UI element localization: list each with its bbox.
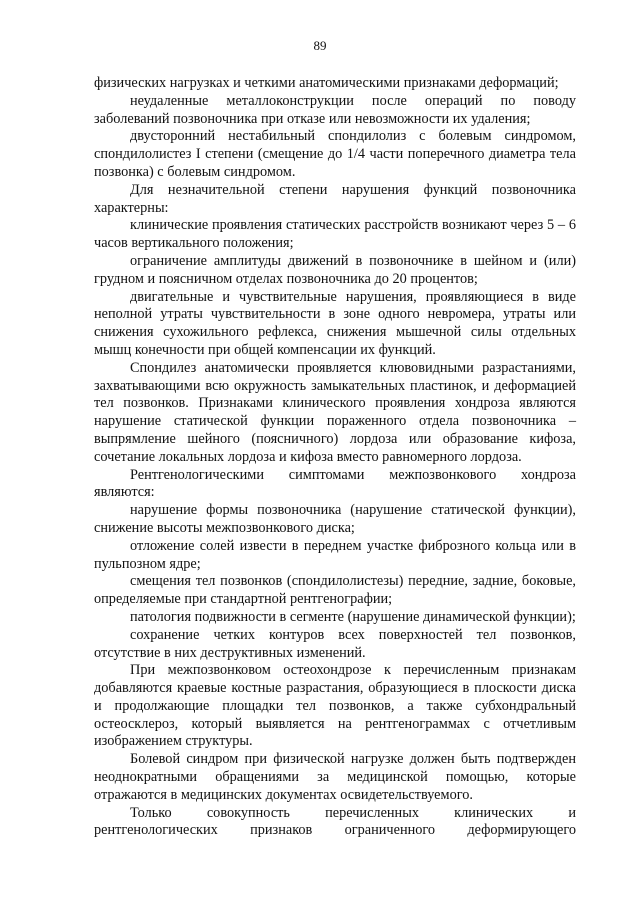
paragraph: ограничение амплитуды движений в позвоночнике в шейном и (или) грудном и поясничном отделах позвоночника до 20 процентов; [94,252,576,287]
paragraph: сохранение четких контуров всех поверхностей тел позвонков, отсутствие в них деструктивных изменений. [94,626,576,661]
paragraph: отложение солей извести в переднем участке фиброзного кольца или в пульпозном ядре; [94,537,576,572]
paragraph: физических нагрузках и четкими анатомическими признаками деформаций; [94,75,559,91]
paragraph: Для незначительной степени нарушения функций позвоночника характерны: [94,181,576,216]
paragraph: смещения тел позвонков (спондилолистезы) передние, задние, боковые, определяемые при стандартной рентгенографии; [94,573,576,608]
paragraph: двусторонний нестабильный спондилолиз с болевым синдромом, спондилолистез I степени (смещение до 1/4 части поперечного диаметра тела позвонка) с болевым синдромом. [94,128,576,180]
paragraph: клинические проявления статических расстройств возникают через 5 – 6 часов вертикального положения; [94,217,576,252]
paragraph: При межпозвонковом остеохондрозе к перечисленным признакам добавляются краевые костные разрастания, образующиеся в плоскости диска и продолжающие площадки тел позвонков, а также субхондральный остеосклероз, который выявляется на рентгенограммах с отчетливым изображением структуры. [94,662,576,750]
page-number: 89 [313,38,327,53]
body-text [94,75,576,840]
paragraph: Болевой синдром при физической нагрузке должен быть подтвержден неоднократными обращениями за медицинской помощью, которые отражаются в медицинских документах освидетельствуемого. [94,751,576,803]
paragraph: двигательные и чувствительные нарушения, проявляющиеся в виде неполной утраты чувствительности в зоне одного невромера, утраты или снижения сухожильного рефлекса, снижения мышечной силы отдельных мышц конечности при общей компенсации их функций. [94,288,576,358]
paragraph: патология подвижности в сегменте (нарушение динамической функции); [130,608,576,625]
paragraph: неудаленные металлоконструкции после операций по поводу заболеваний позвоночника при отказе или невозможности их удаления; [94,92,576,127]
paragraph: Только совокупность перечисленных клинических и рентгенологических признаков ограниченного деформирующего [94,804,576,839]
paragraph: Рентгенологическими симптомами межпозвонкового хондроза являются: [94,466,576,501]
paragraph: Спондилез анатомически проявляется клювовидными разрастаниями, захватывающими всю окружность замыкательных пластинок, и деформацией тел позвонков. Признаками клинического проявления хондроза являются нарушение статической функции пораженного отдела позвоночника – выпрямление шейного (поясничного) лордоза или образование кифоза, сочетание локальных лордоза и кифоза вместо равномерного лордоза. [94,359,576,465]
paragraph: нарушение формы позвоночника (нарушение статической функции), снижение высоты межпозвонкового диска; [94,502,576,536]
